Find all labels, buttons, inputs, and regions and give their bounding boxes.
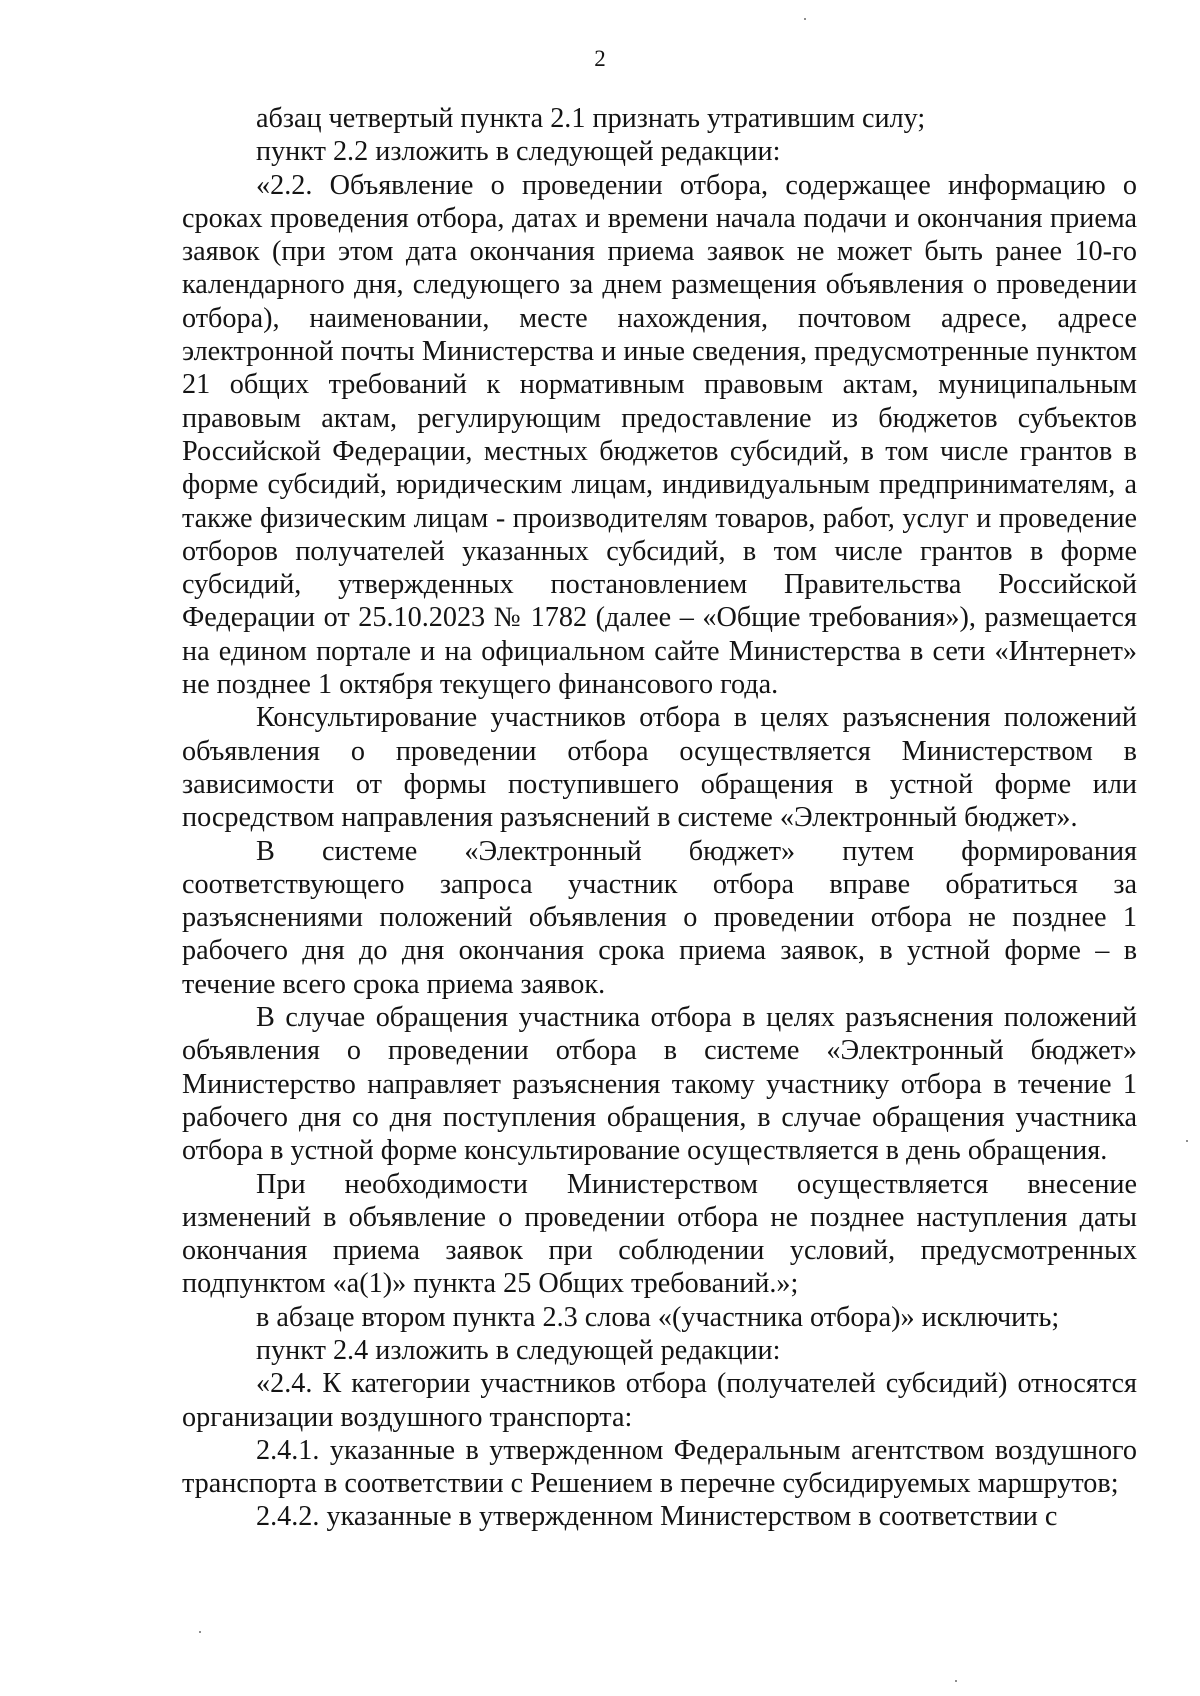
- paragraph: «2.2. Объявление о проведении отбора, содержащее информацию о сроках проведения отбора, датах и времени начала подачи и окончания приема заявок (при этом дата окончания приема заявок не может быть ранее 10-го календарного дня, следующего за днем размещения объявления о проведении отбора), наименовании, месте нахождения, почтовом адресе, адресе электронной почты Министерства и иные сведения, предусмотренные пунктом 21 общих требований к нормативным правовым актам, муниципальным правовым актам, регулирующим предоставление из бюджетов субъектов Российской Федерации, местных бюджетов субсидий, в том числе грантов в форме субсидий, юридическим лицам, индивидуальным предпринимателям, а также физическим лицам - производителям товаров, работ, услуг и проведение отборов получателей указанных субсидий, в том числе грантов в форме субсидий, утвержденных постановлением Правительства Российской Федерации от 25.10.2023 № 1782 (далее – «Общие требования»), размещается на едином портале и на официальном сайте Министерства в сети «Интернет» не позднее 1 октября текущего финансового года.: [182, 169, 1137, 701]
- paragraph: При необходимости Министерством осуществляется внесение изменений в объявление о проведении отбора не позднее наступления даты окончания приема заявок при соблюдении условий, предусмотренных подпунктом «а(1)» пункта 25 Общих требований.»;: [182, 1168, 1137, 1300]
- scan-speck: [804, 18, 806, 20]
- document-body: [182, 102, 1137, 1534]
- scan-speck: [1186, 1140, 1188, 1142]
- page-number: 2: [594, 46, 606, 71]
- paragraph: «2.4. К категории участников отбора (получателей субсидий) относятся организации воздушного транспорта:: [182, 1368, 1137, 1433]
- paragraph: 2.4.2. указанные в утвержденном Министерством в соответствии с: [256, 1501, 1058, 1533]
- paragraph: пункт 2.2 изложить в следующей редакции:: [256, 136, 781, 168]
- scan-speck: [955, 1680, 957, 1682]
- paragraph: пункт 2.4 изложить в следующей редакции:: [256, 1334, 781, 1366]
- paragraph: В случае обращения участника отбора в целях разъяснения положений объявления о проведении отбора в системе «Электронный бюджет» Министерство направляет разъяснения такому участнику отбора в течение 1 рабочего дня со дня поступления обращения, в случае обращения участника отбора в устной форме консультирование осуществляется в день обращения.: [182, 1002, 1137, 1167]
- paragraph: Консультирование участников отбора в целях разъяснения положений объявления о проведении отбора осуществляется Министерством в зависимости от формы поступившего обращения в устной форме или посредством направления разъяснений в системе «Электронный бюджет».: [182, 702, 1137, 834]
- paragraph: абзац четвертый пункта 2.1 признать утратившим силу;: [256, 103, 926, 134]
- paragraph: В системе «Электронный бюджет» путем формирования соответствующего запроса участник отбора вправе обратиться за разъяснениями положений объявления о проведении отбора не позднее 1 рабочего дня до дня окончания срока приема заявок, в устной форме – в течение всего срока приема заявок.: [182, 835, 1137, 1000]
- paragraph: в абзаце втором пункта 2.3 слова «(участника отбора)» исключить;: [256, 1301, 1060, 1333]
- paragraph: 2.4.1. указанные в утвержденном Федеральным агентством воздушного транспорта в соответствии с Решением в перечне субсидируемых маршрутов;: [182, 1434, 1137, 1500]
- scan-speck: [199, 1631, 201, 1633]
